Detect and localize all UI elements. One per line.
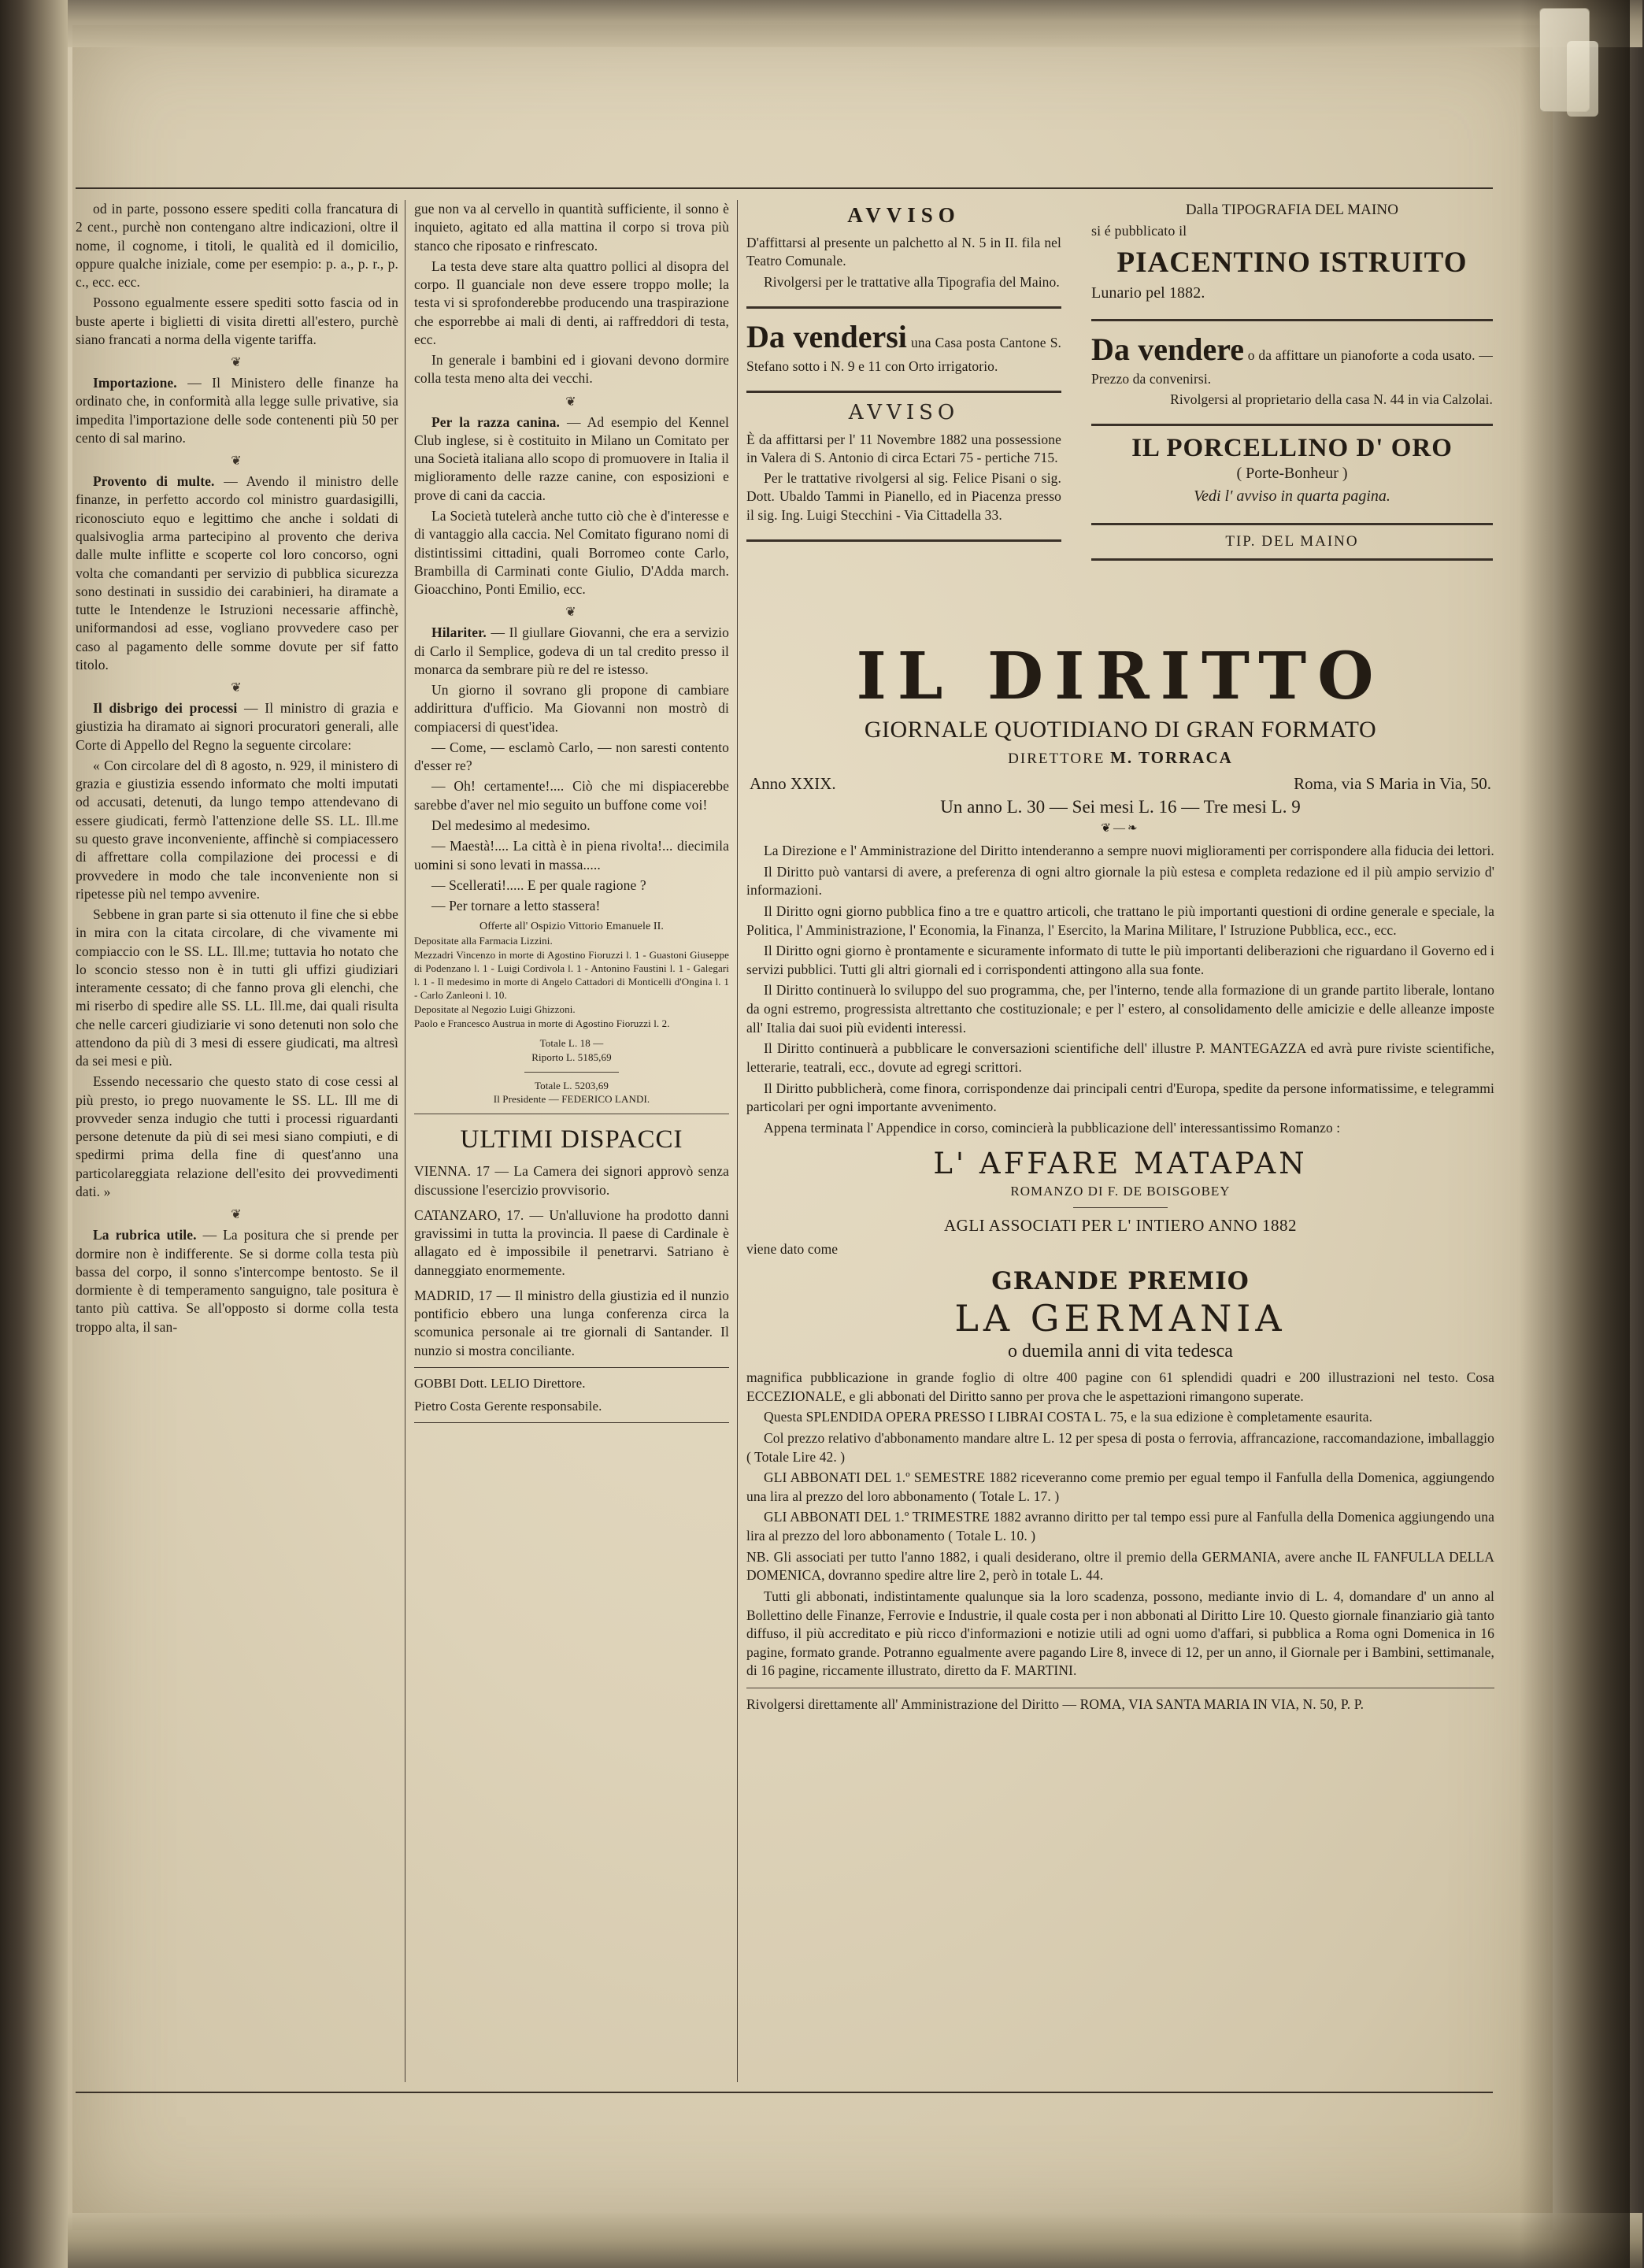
divider	[746, 306, 1061, 309]
ad-text: o da affittare un pianoforte a coda usato. — Prezzo da convenirsi.	[1091, 346, 1493, 387]
premium-subtitle: o duemila anni di vita tedesca	[1008, 1341, 1233, 1362]
column-1	[76, 200, 398, 1339]
subscribers-notice: AGLI ASSOCIATI PER L' INTIERO ANNO 1882	[944, 1216, 1297, 1236]
divider	[746, 539, 1061, 542]
tape-artifact-secondary	[1567, 41, 1598, 117]
director-label: DIRETTORE	[1008, 750, 1105, 767]
frame-rule-bottom	[76, 2092, 1493, 2093]
ad-headline: PIACENTINO ISTRUITO	[1116, 246, 1468, 280]
donations-grand-total: Totale L. 5203,69	[535, 1079, 609, 1091]
column-2	[414, 200, 729, 1430]
paragraph: Provento di multe. — Avendo il ministro delle finanze, in perfetto accordo col ministro guardasigilli, riconosciuto equo e legittimo che anche i soldati di qualsivoglia arma partecipino al provento che deriva dalle multe inflitte e scoperte col loro concorso, ogni volta che comandanti per servizio di pubblica sicurezza sono destinati in sussidio dei carabinieri, ha diramate a tutte le Intendenze le Istruzioni necessarie affinchè, uniformandosi ad esse, vogliano provvedere caso per caso al pagamento delle somme dovute per sif fatto titolo.	[76, 473, 398, 673]
frame-rule-top	[76, 187, 1493, 189]
paragraph: Del medesimo al medesimo.	[431, 817, 591, 833]
dispatch-item: VIENNA. 17 — La Camera dei signori approvò senza discussione l'esercizio provvisorio.	[414, 1163, 729, 1198]
paragraph: — Per tornare a letto stassera!	[431, 898, 601, 914]
ad-text: Vedi l' avviso in quarta pagina.	[1194, 487, 1390, 505]
paragraph: Tutti gli abbonati, indistintamente qualunque sia la loro scadenza, possono, mediante invio di L. 4, domandare d' un anno al Bollettino delle Finanze, Ferrovie e Industrie, il quale costa per i non abbonati al Diritto Lire 10. Questo giornale finanziario già tanto diffuso, il più accreditato e più ricco d'informazioni e notizie utili ad ogni uomo d'affari, si pubblica a Roma ogni Domenica in 16 pagine, formato grande. Potranno egualmente avere pagando Lire 8, invece di 12, per un anno, il Giornale per i Bambini, settimanale, di 16 pagine, riccamente illustrato, diretto da F. MARTINI.	[746, 1588, 1494, 1679]
paragraph: Col prezzo relativo d'abbonamento mandare altre L. 12 per spesa di posta o ferrovia, affrancazione, raccomandazione, imballaggio ( Totale Lire 42. )	[746, 1429, 1494, 1465]
paragraph: Questa SPLENDIDA OPERA PRESSO I LIBRAI COSTA L. 75, e la sua edizione è completamente esaurita.	[764, 1409, 1373, 1425]
divider	[746, 391, 1061, 393]
ad-text: D'affittarsi al presente un palchetto al N. 5 in II. fila nel Teatro Comunale.	[746, 235, 1061, 269]
donations-total: Totale L. 18 —	[539, 1036, 604, 1049]
ad-da-vendersi	[746, 317, 1061, 383]
divider	[414, 1367, 729, 1368]
masthead-prices: Un anno L. 30 — Sei mesi L. 16 — Tre mesi L. 9	[940, 797, 1301, 817]
paragraph: GLI ABBONATI DEL 1.º TRIMESTRE 1882 avranno diritto per tal tempo essi pure al Fanfulla della Domenica aggiungendo una lira al prezzo del loro abbonamento ( Totale L. 10. )	[746, 1509, 1494, 1544]
ornament	[76, 354, 398, 370]
donations-line: Depositate alla Farmacia Lizzini.	[414, 935, 553, 947]
paragraph-note: NB. Gli associati per tutto l'anno 1882, i quali desiderano, oltre il premio della GERMANIA, avere anche IL FANFULLA DELLA DOMENICA, dovranno spedire altre lire 2, però in totale L. 44.	[746, 1548, 1494, 1584]
paragraph: — Oh! certamente!.... Ciò che mi dispiacerebbe sarebbe d'aver nel mio seguito un buffone come voi!	[414, 778, 729, 813]
ad-porcellino-doro	[1091, 434, 1493, 515]
column-container	[76, 200, 1493, 2082]
paragraph: La Società tutelerà anche tutto ciò che è d'interesse e di vantaggio alla caccia. Nel Comitato figurano nomi di distintissimi cittadini, quali Borromeo conte Carlo, Brambilla di Carminati conte Giulio, D'Adda march. Gioacchino, Ponti Emilio, ecc.	[414, 507, 729, 598]
paragraph: Il Diritto continuerà lo sviluppo del suo programma, che, per l'interno, tende alla formazione di un grande partito liberale, lontano da ogni estremo, progressista altrettanto che costituzionale; e per l' estero, al consolidamento delle amicizie e delle alleanze imposte all' Italia dai suoi più evidenti interessi.	[746, 982, 1494, 1036]
paragraph: Sebbene in gran parte si sia ottenuto il fine che si ebbe in mira con la citata circolare, di che vivamente mi compiaccio con le SS. LL. Ill.me; tuttavia ho notato che lo sconcio stesso non è in tutti gli uffizi giudiziari interamente cessato; di che fanno prova gli elenchi, che mi riserbo di spedire alle SS. LL. Ill.me, dai quali risulta che nelle carceri giudiziarie vi sono detenuti non solo che attendono da più di 3 mesi di essere giudicati, ma altresì da sei mesi e più.	[76, 906, 398, 1069]
paragraph: Importazione. — Il Ministero delle finanze ha ordinato che, in conformità alla legge sulle privative, sia impedita l'importazione delle sode contenenti più 50 per cento di sal marino.	[76, 375, 399, 446]
masthead-block	[746, 641, 1494, 1717]
paragraph: Il disbrigo dei processi — Il ministro di grazia e giustizia ha diramato ai signori procuratori generali, alle Corte di Appello del Regno la seguente circolare:	[76, 700, 398, 753]
section-heading: Per la razza canina.	[431, 413, 560, 430]
divider	[1073, 1207, 1168, 1208]
paragraph: — Come, — esclamò Carlo, — non saresti contento d'esser re?	[414, 739, 729, 774]
paragraph: Il Diritto può vantarsi di avere, a preferenza di ogni altro giornale la più estesa e completa redazione ed il più ampio servizio d' informazioni.	[746, 863, 1494, 899]
ad-text: si é pubblicato il	[1091, 223, 1187, 239]
ad-tipografia-maino	[1091, 200, 1493, 311]
ad-title: AVVISO	[847, 203, 961, 227]
printer-footer: TIP. DEL MAINO	[1225, 532, 1359, 550]
paragraph: Per la razza canina. — Ad esempio del Kennel Club inglese, si è costituito in Milano un Comitato per una Società italiana allo scopo di promuovere in Italia il miglioramento delle razze canine, con esposizioni e prove di cani da caccia.	[414, 413, 729, 503]
paragraph: Possono egualmente essere spediti sotto fascia od in buste aperte i biglietti di visita diretti all'estero, purchè siano francati a norma della vigente tariffa.	[76, 295, 398, 347]
ornament: ❦—❧	[1101, 822, 1140, 835]
newspaper-director	[746, 748, 1494, 768]
paragraph: Il Diritto pubblicherà, come finora, corrispondenze dai principali centri d'Europa, spedite da persone informatissime, e telegrammi particolari per ogni importante avvenimento.	[746, 1080, 1494, 1115]
section-heading: La rubrica utile.	[93, 1227, 197, 1243]
director-name: M. TORRACA	[1110, 748, 1233, 767]
ad-text: Rivolgersi al proprietario della casa N. 44 in via Calzolai.	[1170, 391, 1493, 407]
section-title-dispatches: ULTIMI DISPACCI	[460, 1125, 683, 1154]
paragraph: La testa deve stare alta quattro pollici al disopra del corpo. Il guanciale non deve essere troppo molle; la testa vi si sprofonderebbe producendo una traspirazione che esporrebbe ai mali di denti, ai raffreddori di testa, ecc.	[414, 258, 729, 347]
paragraph: viene dato come	[746, 1241, 839, 1258]
divider	[1091, 523, 1493, 525]
ad-headline: Da vendere	[1091, 331, 1244, 367]
ad-avviso-possessione	[746, 401, 1061, 532]
ornament	[76, 680, 398, 695]
newspaper-subtitle: GIORNALE QUOTIDIANO DI GRAN FORMATO	[864, 717, 1377, 743]
donations-president: Il Presidente — FEDERICO LANDI.	[493, 1093, 650, 1106]
paragraph: Il Diritto continuerà a pubblicare le conversazioni scientifiche dell' illustre P. MANTEGAZZA ed avrà pure riviste scientifiche, letterarie, teatrali, ecc., dovute ad egregi scrittori.	[746, 1040, 1494, 1075]
divider	[524, 1072, 619, 1073]
contact-line: Rivolgersi direttamente all' Amministrazione del Diritto — ROMA, VIA SANTA MARIA IN VIA, N. 50, P. P.	[746, 1696, 1364, 1712]
ad-text: Dalla TIPOGRAFIA DEL MAINO	[1185, 202, 1399, 218]
paragraph: « Con circolare del dì 8 agosto, n. 929, il ministero di grazia e giustizia essendo informato che molti imputati od accusati, detenuti, da lungo tempo attendevano di essere giudicati, fermò l'attenzione delle SS. LL. Ill.me su questo grave inconveniente, affinchè si compiacessero di affrettare colla compilazione dei processi e di provvedere in modo che tale inconveniente non si ripetesse più nel tempo avvenire.	[76, 757, 398, 902]
paragraph: Il Diritto ogni giorno pubblica fino a tre e quattro articoli, che trattano le più importanti questioni di ordine generale e speciale, la Politica, l' Amministrazione, l' Economia, la Finanza, l' Esercito, la Marina Militare, l' Istruzione Pubblica, ecc., ecc.	[746, 902, 1494, 938]
paragraph: Il Diritto ogni giorno è prontamente e sicuramente informato di tutte le più importanti deliberazioni che riguardano il Governo ed i servizi pubblici. Tutti gli altri giornali ed i corrispondenti attingono alla sua fonte.	[746, 943, 1494, 977]
paragraph: — Maestà!.... La città è in piena rivolta!... diecimila uomini si sono levati in massa.....	[414, 838, 729, 873]
section-heading: Importazione.	[93, 375, 177, 391]
donations-carry: Riporto L. 5185,69	[531, 1051, 612, 1063]
ad-headline: IL PORCELLINO D' ORO	[1131, 433, 1453, 462]
book-spine-shadow	[1520, 0, 1630, 2268]
page-shadow-top	[68, 0, 1642, 47]
newspaper-title: IL DIRITTO	[856, 639, 1385, 714]
paragraph: La Direzione e l' Amministrazione del Diritto intenderanno a sempre nuovi miglioramenti per corrispondere alla fiducia dei lettori.	[764, 843, 1494, 858]
paragraph: — Scellerati!..... E per quale ragione ?	[431, 876, 646, 893]
ornament	[414, 604, 729, 620]
ad-headline: Da vendersi	[746, 318, 907, 354]
ad-da-vendere-pianoforte	[1091, 329, 1493, 416]
paragraph: GLI ABBONATI DEL 1.º SEMESTRE 1882 riceveranno come premio per egual tempo il Fanfulla della Domenica, aggiungendo una lira al prezzo del loro abbonamento ( Totale L. 17. )	[746, 1469, 1494, 1504]
divider	[1091, 319, 1493, 321]
column-4	[1091, 200, 1493, 569]
donations-line: Mezzadri Vincenzo in morte di Agostino Fioruzzi l. 1 - Guastoni Giuseppe di Podenzano l. 1 - Luigi Cordivola l. 1 - Antonino Faustini l. 1 - Galegari l. 1 - Il medesimo in morte di Angelo Cattadori di Monticelli d'Ongina l. 1 - Carlo Zanleoni l. 10.	[414, 949, 729, 1002]
section-heading: Provento di multe.	[93, 473, 215, 490]
paragraph: La rubrica utile. — La positura che si prende per dormire non è indifferente. Se si dorme colla testa più bassa del corpo, il sonno s'intercompe bentosto. Se il dormiente è di temperamento sanguigno, tale positura è tanto più cattiva. Se all'opposto si dorme colla testa troppo alta, il san-	[76, 1227, 398, 1335]
newspaper-frame	[76, 187, 1493, 2093]
serial-novel-author: ROMANZO DI F. DE BOISGOBEY	[1010, 1184, 1231, 1199]
ad-text: Lunario pel 1882.	[1091, 284, 1205, 302]
editor-signature: GOBBI Dott. LELIO Direttore.	[414, 1375, 586, 1391]
donations-line: Paolo e Francesco Austrua in morte di Agostino Fioruzzi l. 2.	[414, 1017, 670, 1029]
paragraph: Essendo necessario che questo stato di cose cessi al più presto, io prego nuovamente le SS. LL. Ill me di provveder senza indugio che tutti i processi riguardanti persone detenute da più di sei mesi siano compiuti, e di spedirmi prima della fine di quest'anno una particolareggiata relazione dell'esito dei provvedimenti dati. »	[76, 1073, 398, 1200]
section-heading: Il disbrigo dei processi	[93, 700, 238, 717]
paragraph: In generale i bambini ed i giovani devono dormire colla testa meno alta dei vecchi.	[414, 352, 729, 387]
ad-subtitle: ( Porte-Bonheur )	[1236, 464, 1348, 482]
ornament	[414, 394, 729, 410]
donations-list	[414, 920, 729, 1106]
paragraph: Appena terminata l' Appendice in corso, comincierà la pubblicazione dell' interessantissimo Romanzo :	[764, 1119, 1341, 1136]
dispatch-item: MADRID, 17 — Il ministro della giustizia ed il nunzio pontificio ebbero una lunga conferenza circa la scomunica personale ai tre giornali di Santander. Il nunzio si mostra conciliante.	[414, 1287, 729, 1358]
divider	[1091, 424, 1493, 426]
paragraph: magnifica pubblicazione in grande foglio di oltre 400 pagine con 61 splendidi quadri e 200 illustrazioni nel testo. Cosa ECCEZIONALE, e gli abbonati del Diritto sanno per prova che le aspettazioni rimangono superate.	[746, 1369, 1494, 1404]
manager-signature: Pietro Costa Gerente responsabile.	[414, 1398, 602, 1414]
ad-title: AVVISO	[848, 400, 960, 424]
divider	[414, 1422, 729, 1423]
column-divider-2	[737, 200, 738, 2082]
ad-text: Per le trattative rivolgersi al sig. Felice Pisani o sig. Dott. Ubaldo Tammi in Pianello, ed in Piacenza presso il sig. Ing. Luigi Stecchini - Via Cittadella 33.	[746, 470, 1061, 523]
ad-avviso-palchetto	[746, 203, 1061, 298]
prospectus-body	[746, 842, 1494, 1714]
serial-novel-title: L' AFFARE MATAPAN	[933, 1147, 1308, 1181]
paragraph: gue non va al cervello in quantità sufficiente, il sonno è inquieto, agitato ed alla mattina il corpo si trova più stanco che riposato e rinfrescato.	[414, 201, 729, 254]
donations-line: Depositate al Negozio Luigi Ghizzoni.	[414, 1002, 576, 1015]
page-gutter-left	[0, 0, 68, 2268]
ad-text: È da affittarsi per l' 11 Novembre 1882 una possessione in Valera di S. Antonio di circa Ectari 75 - pertiche 715.	[746, 431, 1061, 465]
ad-text: una Casa posta Cantone S. Stefano sotto i N. 9 e 11 con Orto irrigatorio.	[746, 334, 1062, 374]
page-shadow-bottom	[68, 2213, 1642, 2268]
masthead-year: Anno XXIX.	[750, 774, 836, 793]
ornament	[76, 1206, 398, 1222]
ornament	[76, 453, 398, 469]
paragraph: Hilariter. — Il giullare Giovanni, che era a servizio di Carlo il Semplice, godeva di un tal credito presso il monarca da sembrare più re del re istesso.	[414, 624, 729, 677]
paragraph: od in parte, possono essere spediti colla francatura di 2 cent., purchè non contengano altre indicazioni, oltre il nome, il cognome, i titoli, le qualità ed il domicilio, oppure qualche iniziale, come per esempio: p. a., p. r., p. c., ecc. ecc.	[76, 201, 398, 291]
premium-label: GRANDE PREMIO	[991, 1267, 1250, 1295]
ad-text: Rivolgersi per le trattative alla Tipografia del Maino.	[764, 273, 1060, 290]
premium-title: LA GERMANIA	[954, 1297, 1287, 1340]
column-3	[746, 200, 1061, 550]
donations-title: Offerte all' Ospizio Vittorio Emanuele II.	[480, 921, 664, 933]
masthead-address: Roma, via S Maria in Via, 50.	[1294, 774, 1491, 793]
divider	[1091, 558, 1493, 561]
dispatch-item: CATANZARO, 17. — Un'alluvione ha prodotto danni gravissimi in tutta la provincia. Il paese di Cardinale è allagato ed è impossibile il penetrarvi. Satriano è danneggiato enormemente.	[414, 1206, 729, 1278]
section-heading: Hilariter.	[431, 624, 487, 641]
paragraph: Un giorno il sovrano gli propone di cambiare addirittura d'ufficio. Ma Giovanni non mostrò di compiacersi di quest'idea.	[414, 682, 729, 735]
